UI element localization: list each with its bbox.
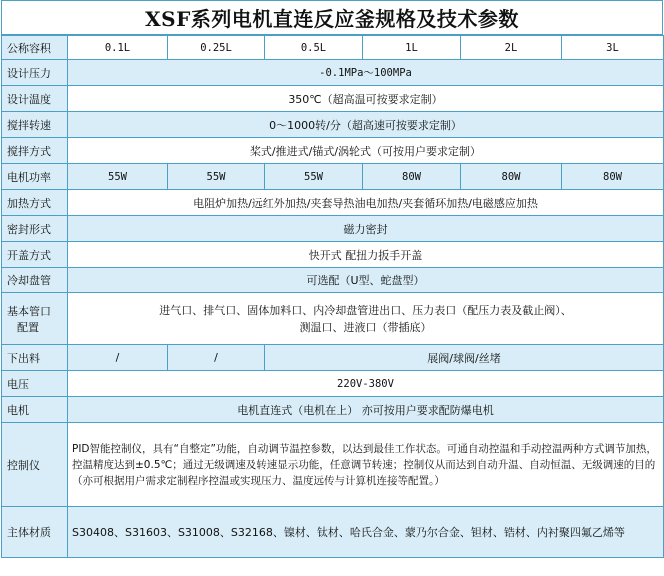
volume-value: 0.25L bbox=[168, 36, 265, 60]
label-speed: 搅拌转速 bbox=[2, 112, 68, 138]
motor-value: 电机直连式（电机在上） 亦可按用户要求配防爆电机 bbox=[68, 397, 664, 423]
discharge-value-3: 展阀/球阀/丝堵 bbox=[265, 345, 664, 371]
row-stir-mode bbox=[2, 138, 664, 164]
label-stir-mode: 搅拌方式 bbox=[2, 138, 68, 164]
voltage-value: 220V-380V bbox=[68, 371, 664, 397]
label-lid: 开盖方式 bbox=[2, 242, 68, 268]
discharge-value-1: / bbox=[68, 345, 168, 371]
row-voltage bbox=[2, 371, 664, 397]
stir-mode-value: 桨式/推进式/锚式/涡轮式（可按用户要求定制） bbox=[68, 138, 664, 164]
motor-power-value: 80W bbox=[461, 164, 562, 190]
label-material: 主体材质 bbox=[2, 507, 68, 558]
motor-power-value: 80W bbox=[562, 164, 664, 190]
volume-value: 0.1L bbox=[68, 36, 168, 60]
motor-power-value: 80W bbox=[363, 164, 461, 190]
volume-value: 2L bbox=[461, 36, 562, 60]
page-title: XSF系列电机直连反应釜规格及技术参数 bbox=[1, 0, 663, 35]
row-temperature bbox=[2, 86, 664, 112]
cooling-value: 可选配（U型、蛇盘型） bbox=[68, 268, 664, 293]
label-heating: 加热方式 bbox=[2, 190, 68, 216]
row-heating bbox=[2, 190, 664, 216]
row-discharge bbox=[2, 345, 664, 371]
label-pressure: 设计压力 bbox=[2, 60, 68, 86]
label-motor: 电机 bbox=[2, 397, 68, 423]
ports-value bbox=[68, 293, 664, 345]
ports-line2: 测温口、进液口（带插底） bbox=[299, 320, 432, 334]
label-discharge: 下出料 bbox=[2, 345, 68, 371]
label-temperature: 设计温度 bbox=[2, 86, 68, 112]
seal-value: 磁力密封 bbox=[68, 216, 664, 242]
label-ports bbox=[2, 293, 68, 345]
label-ports-line2: 配置 bbox=[17, 320, 39, 334]
motor-power-value: 55W bbox=[68, 164, 168, 190]
label-seal: 密封形式 bbox=[2, 216, 68, 242]
discharge-value-2: / bbox=[168, 345, 265, 371]
label-cooling: 冷却盘管 bbox=[2, 268, 68, 293]
lid-value: 快开式 配扭力扳手开盖 bbox=[68, 242, 664, 268]
label-voltage: 电压 bbox=[2, 371, 68, 397]
pressure-value: -0.1MPa～100MPa bbox=[68, 60, 664, 86]
row-lid bbox=[2, 242, 664, 268]
row-pressure bbox=[2, 60, 664, 86]
row-material bbox=[2, 507, 664, 558]
volume-value: 3L bbox=[562, 36, 664, 60]
label-motor-power: 电机功率 bbox=[2, 164, 68, 190]
label-volume: 公称容积 bbox=[2, 36, 68, 60]
ports-line1: 进气口、排气口、固体加料口、内冷却盘管进出口、压力表口（配压力表及截止阀）、 bbox=[159, 303, 572, 317]
volume-value: 0.5L bbox=[265, 36, 363, 60]
row-cooling bbox=[2, 268, 664, 293]
controller-value: PID智能控制仪，具有“自整定”功能，自动调节温控参数，以达到最佳工作状态。可通自动控温和手动控温两种方式调节加热，控温精度达到±0.5℃；通过无级调速及转速显示功能，任意调节转速；控制仪从而达到自动升温、自动恒温、无级调速的目的（亦可根据用户需求定制程序控温或实现压力、温度远传与计算机连接等配置。） bbox=[68, 423, 664, 507]
row-ports bbox=[2, 293, 664, 345]
motor-power-value: 55W bbox=[168, 164, 265, 190]
label-controller: 控制仪 bbox=[2, 423, 68, 507]
row-volume bbox=[2, 36, 664, 60]
spec-sheet bbox=[1, 0, 663, 575]
heating-value: 电阻炉加热/远红外加热/夹套导热油电加热/夹套循环加热/电磁感应加热 bbox=[68, 190, 664, 216]
temperature-value: 350℃（超高温可按要求定制） bbox=[68, 86, 664, 112]
row-speed bbox=[2, 112, 664, 138]
spec-table bbox=[1, 35, 664, 558]
row-seal bbox=[2, 216, 664, 242]
row-motor-power bbox=[2, 164, 664, 190]
label-ports-line1: 基本管口 bbox=[7, 304, 51, 318]
motor-power-value: 55W bbox=[265, 164, 363, 190]
row-controller bbox=[2, 423, 664, 507]
speed-value: 0～1000转/分（超高速可按要求定制） bbox=[68, 112, 664, 138]
volume-value: 1L bbox=[363, 36, 461, 60]
row-motor bbox=[2, 397, 664, 423]
material-value: S30408、S31603、S31008、S32168、镍材、钛材、哈氏合金、蒙乃尔合金、钽材、锆材、内衬聚四氟乙烯等 bbox=[68, 507, 664, 558]
